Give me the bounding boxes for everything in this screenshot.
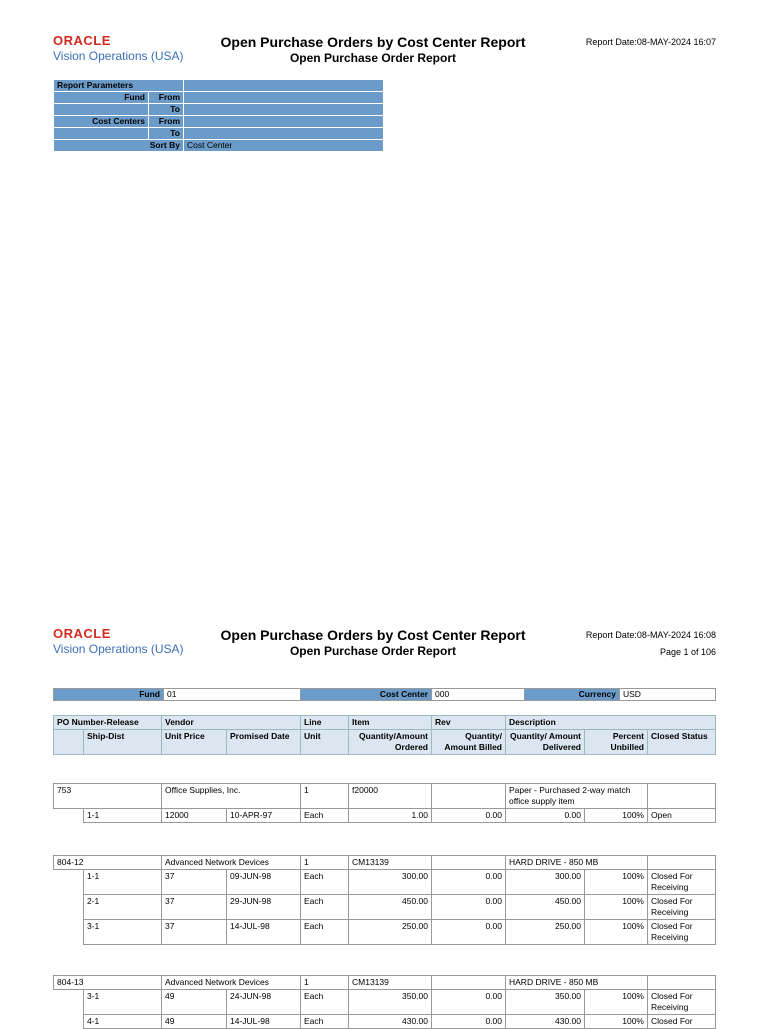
col-rev: Rev (432, 716, 506, 730)
po-rev (432, 856, 506, 870)
percent-unbilled: 100% (585, 895, 648, 920)
fund-value: 01 (164, 689, 301, 701)
ship-dist: 4-1 (84, 1015, 162, 1029)
col-vendor: Vendor (162, 716, 301, 730)
page-number: Page 1 of 106 (659, 647, 716, 657)
po-description: HARD DRIVE - 850 MB (506, 976, 648, 990)
qty-ordered: 250.00 (349, 920, 432, 945)
col-unit: Unit (301, 730, 349, 755)
cost-center-value: 000 (432, 689, 525, 701)
qty-billed: 0.00 (432, 895, 506, 920)
shipment-row (54, 990, 716, 1015)
percent-unbilled: 100% (585, 920, 648, 945)
closed-status: Closed For Receiving (648, 920, 716, 945)
closed-status: Closed For Receiving (648, 990, 716, 1015)
logo-wordmark: ORACLE (53, 33, 111, 48)
shipment-row (54, 920, 716, 945)
unit: Each (301, 1015, 349, 1029)
report-date-and-page (586, 627, 716, 661)
cost-center-label: Cost Center (301, 689, 432, 701)
param-from-label: From (149, 116, 184, 128)
param-from-label: From (149, 92, 184, 104)
po-line: 1 (301, 856, 349, 870)
unit: Each (301, 990, 349, 1015)
percent-unbilled: 100% (585, 990, 648, 1015)
qty-delivered: 300.00 (506, 870, 585, 895)
param-cc-to-value (184, 128, 384, 140)
shipment-row (54, 1015, 716, 1029)
col-line: Line (301, 716, 349, 730)
param-sort-by-value: Cost Center (184, 140, 384, 152)
col-description: Description (506, 716, 716, 730)
qty-delivered: 250.00 (506, 920, 585, 945)
closed-status: Open (648, 809, 716, 823)
fund-cost-center-bar (53, 688, 716, 701)
qty-ordered: 450.00 (349, 895, 432, 920)
qty-delivered: 450.00 (506, 895, 585, 920)
report-subtitle: Open Purchase Order Report (289, 51, 457, 65)
param-to-label: To (149, 104, 184, 116)
po-number: 804-12 (54, 856, 162, 870)
col-unit-price: Unit Price (162, 730, 227, 755)
unit-price: 49 (162, 990, 227, 1015)
qty-billed: 0.00 (432, 1015, 506, 1029)
po-header-row (54, 856, 716, 870)
ship-dist: 1-1 (84, 809, 162, 823)
unit: Each (301, 895, 349, 920)
organization-name: Vision Operations (USA) (53, 642, 184, 656)
closed-status: Closed For Receiving (648, 870, 716, 895)
unit: Each (301, 809, 349, 823)
ship-dist: 3-1 (84, 990, 162, 1015)
qty-delivered: 430.00 (506, 1015, 585, 1029)
qty-billed: 0.00 (432, 870, 506, 895)
po-vendor: Advanced Network Devices (162, 976, 301, 990)
closed-status: Closed For (648, 1015, 716, 1029)
unit-price: 12000 (162, 809, 227, 823)
po-rev (432, 976, 506, 990)
promised-date: 14-JUL-98 (227, 920, 301, 945)
promised-date: 29-JUN-98 (227, 895, 301, 920)
percent-unbilled: 100% (585, 870, 648, 895)
report-date: Report Date:08-MAY-2024 16:08 (585, 630, 716, 640)
col-qty-billed: Quantity/ Amount Billed (432, 730, 506, 755)
po-number: 804-13 (54, 976, 162, 990)
unit: Each (301, 920, 349, 945)
report-header-page-2 (0, 627, 768, 687)
report-title: Open Purchase Orders by Cost Center Report (220, 627, 526, 643)
report-parameters-table (53, 79, 384, 152)
po-line: 1 (301, 976, 349, 990)
qty-ordered: 430.00 (349, 1015, 432, 1029)
po-description: Paper - Purchased 2-way match office supply item (506, 784, 648, 809)
qty-billed: 0.00 (432, 920, 506, 945)
unit-price: 37 (162, 920, 227, 945)
shipment-row (54, 870, 716, 895)
report-title: Open Purchase Orders by Cost Center Report (220, 34, 526, 50)
col-closed-status: Closed Status (648, 730, 716, 755)
po-number: 753 (54, 784, 162, 809)
closed-status: Closed For Receiving (648, 895, 716, 920)
param-fund-to-value (184, 104, 384, 116)
report-date: Report Date:08-MAY-2024 16:07 (585, 37, 716, 47)
unit-price: 37 (162, 895, 227, 920)
col-qty-ordered: Quantity/Amount Ordered (349, 730, 432, 755)
promised-date: 24-JUN-98 (227, 990, 301, 1015)
column-headers (53, 715, 716, 755)
fund-label: Fund (54, 689, 164, 701)
param-sort-by-label: Sort By (54, 140, 184, 152)
promised-date: 10-APR-97 (227, 809, 301, 823)
po-vendor: Office Supplies, Inc. (162, 784, 301, 809)
unit-price: 37 (162, 870, 227, 895)
shipment-row (54, 809, 716, 823)
col-percent-unbilled: Percent Unbilled (585, 730, 648, 755)
currency-label: Currency (525, 689, 620, 701)
po-item: CM13139 (349, 856, 432, 870)
params-header: Report Parameters (54, 80, 184, 92)
unit-price: 49 (162, 1015, 227, 1029)
ship-dist: 1-1 (84, 870, 162, 895)
qty-ordered: 300.00 (349, 870, 432, 895)
unit: Each (301, 870, 349, 895)
po-block (53, 783, 716, 823)
col-promised-date: Promised Date (227, 730, 301, 755)
organization-name: Vision Operations (USA) (53, 49, 184, 63)
param-fund-label: Fund (54, 92, 149, 104)
param-to-label: To (149, 128, 184, 140)
po-block (53, 855, 716, 945)
qty-delivered: 0.00 (506, 809, 585, 823)
col-ship-dist: Ship-Dist (84, 730, 162, 755)
po-item: CM13139 (349, 976, 432, 990)
qty-billed: 0.00 (432, 809, 506, 823)
shipment-row (54, 895, 716, 920)
qty-billed: 0.00 (432, 990, 506, 1015)
param-cost-centers-label: Cost Centers (54, 116, 149, 128)
ship-dist: 3-1 (84, 920, 162, 945)
report-subtitle: Open Purchase Order Report (289, 644, 457, 658)
po-header-row (54, 976, 716, 990)
qty-ordered: 350.00 (349, 990, 432, 1015)
percent-unbilled: 100% (585, 809, 648, 823)
po-line: 1 (301, 784, 349, 809)
ship-dist: 2-1 (84, 895, 162, 920)
percent-unbilled: 100% (585, 1015, 648, 1029)
param-cc-from-value (184, 116, 384, 128)
qty-delivered: 350.00 (506, 990, 585, 1015)
po-vendor: Advanced Network Devices (162, 856, 301, 870)
qty-ordered: 1.00 (349, 809, 432, 823)
oracle-logo (53, 627, 184, 656)
po-block (53, 975, 716, 1029)
po-header-row (54, 784, 716, 809)
col-item: Item (349, 716, 432, 730)
col-po-number: PO Number-Release (54, 716, 162, 730)
logo-wordmark: ORACLE (53, 626, 111, 641)
po-item: f20000 (349, 784, 432, 809)
col-qty-delivered: Quantity/ Amount Delivered (506, 730, 585, 755)
po-description: HARD DRIVE - 850 MB (506, 856, 648, 870)
currency-value: USD (620, 689, 716, 701)
promised-date: 14-JUL-98 (227, 1015, 301, 1029)
po-rev (432, 784, 506, 809)
param-fund-from-value (184, 92, 384, 104)
promised-date: 09-JUN-98 (227, 870, 301, 895)
oracle-logo (53, 34, 184, 63)
